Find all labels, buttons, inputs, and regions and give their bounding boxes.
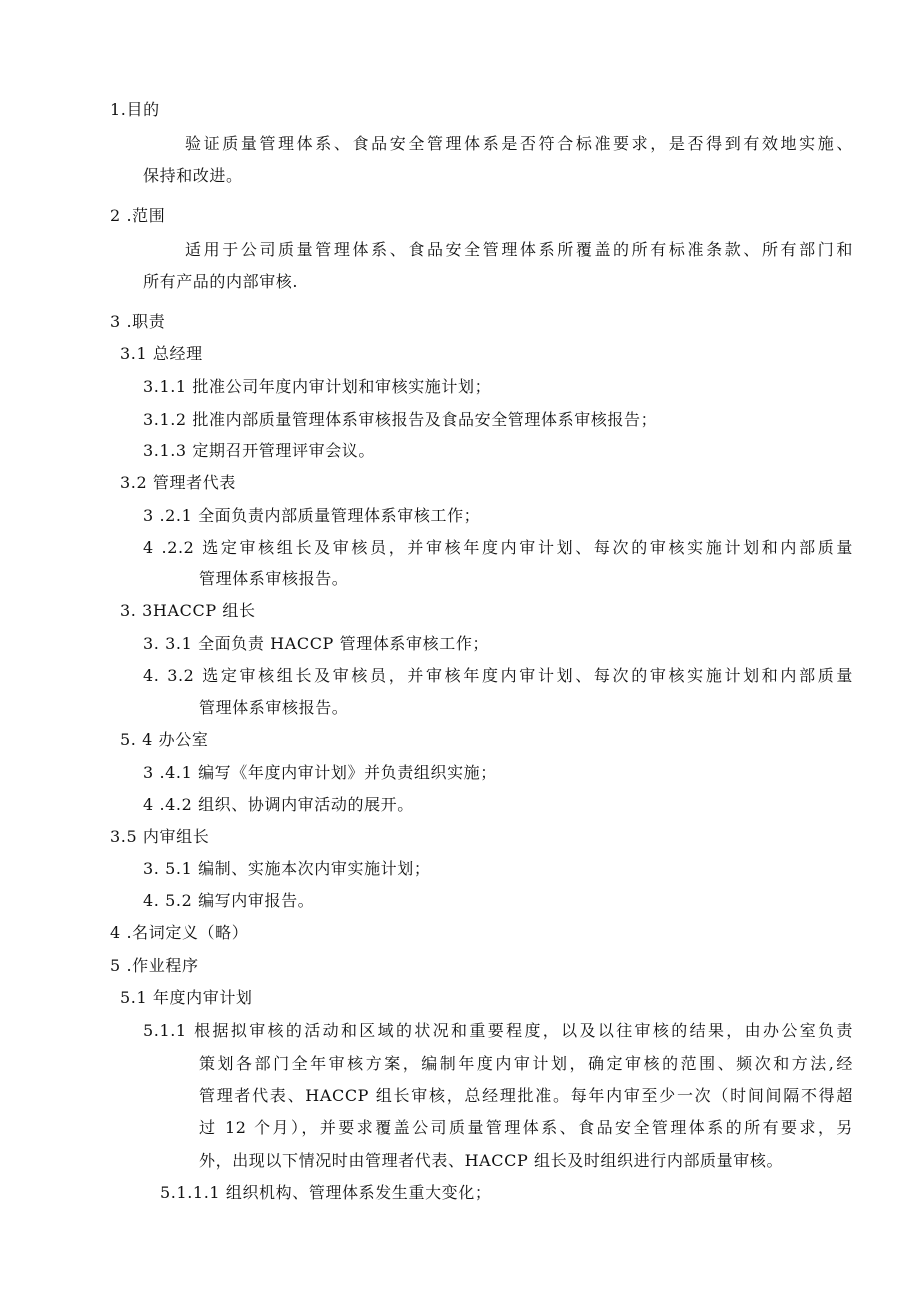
- item-5-1-1-line-2: 策划各部门全年审核方案，编制年度内审计划，确定审核的范围、频次和方法,经: [199, 1054, 853, 1073]
- section-3-5-heading: 3.5 内审组长: [110, 827, 210, 846]
- section-3-3-heading: 3. 3HACCP 组长: [120, 601, 256, 620]
- item-3-1-2: 3.1.2 批准内部质量管理体系审核报告及食品安全管理体系审核报告；: [143, 410, 658, 429]
- item-3-5-2: 4. 5.2 编写内审报告。: [143, 891, 315, 910]
- item-3-4-1: 3 .4.1 编写《年度内审计划》并负责组织实施；: [143, 763, 497, 782]
- item-3-1-1: 3.1.1 批准公司年度内审计划和审核实施计划；: [143, 377, 492, 396]
- section-1-body-line-2: 保持和改进。: [143, 166, 243, 185]
- section-4-heading: 4 .名词定义（略）: [110, 923, 249, 942]
- item-5-1-1-line-4: 过 12 个月），并要求覆盖公司质量管理体系、食品安全管理体系的所有要求，另: [199, 1118, 853, 1137]
- section-5-heading: 5 .作业程序: [110, 956, 199, 975]
- section-3-4-heading: 5. 4 办公室: [120, 730, 209, 749]
- item-3-1-3: 3.1.3 定期召开管理评审会议。: [143, 441, 375, 460]
- item-3-2-2-line-1: 4 .2.2 选定审核组长及审核员，并审核年度内审计划、每次的审核实施计划和内部质量: [143, 538, 853, 557]
- item-3-5-1: 3. 5.1 编制、实施本次内审实施计划；: [143, 859, 431, 878]
- item-3-3-1: 3. 3.1 全面负责 HACCP 管理体系审核工作；: [143, 634, 490, 653]
- item-5-1-1-line-3: 管理者代表、HACCP 组长审核，总经理批准。每年内审至少一次（时间间隔不得超: [199, 1086, 853, 1105]
- item-3-3-2-line-1: 4. 3.2 选定审核组长及审核员，并审核年度内审计划、每次的审核实施计划和内部质量: [143, 666, 853, 685]
- section-1-heading: 1.目的: [110, 100, 160, 119]
- item-5-1-1-line-1: 5.1.1 根据拟审核的活动和区域的状况和重要程度，以及以往审核的结果，由办公室负责: [143, 1021, 853, 1040]
- item-3-4-2: 4 .4.2 组织、协调内审活动的展开。: [143, 795, 414, 814]
- section-3-1-heading: 3.1 总经理: [120, 344, 203, 363]
- section-3-heading: 3 .职责: [110, 312, 166, 331]
- item-3-3-2-line-2: 管理体系审核报告。: [199, 698, 349, 717]
- item-3-2-1: 3 .2.1 全面负责内部质量管理体系审核工作；: [143, 506, 481, 525]
- section-2-heading: 2 .范围: [110, 206, 166, 225]
- section-2-body-line-1: 适用于公司质量管理体系、食品安全管理体系所覆盖的所有标准条款、所有部门和: [185, 240, 853, 259]
- item-3-2-2-line-2: 管理体系审核报告。: [199, 569, 349, 588]
- section-3-2-heading: 3.2 管理者代表: [120, 473, 236, 492]
- section-5-1-heading: 5.1 年度内审计划: [120, 988, 253, 1007]
- section-2-body-line-2: 所有产品的内部审核.: [143, 272, 299, 291]
- item-5-1-1-line-5: 外，出现以下情况时由管理者代表、HACCP 组长及时组织进行内部质量审核。: [199, 1151, 784, 1170]
- section-1-body-line-1: 验证质量管理体系、食品安全管理体系是否符合标准要求，是否得到有效地实施、: [185, 134, 853, 153]
- item-5-1-1-1: 5.1.1.1 组织机构、管理体系发生重大变化；: [160, 1183, 492, 1202]
